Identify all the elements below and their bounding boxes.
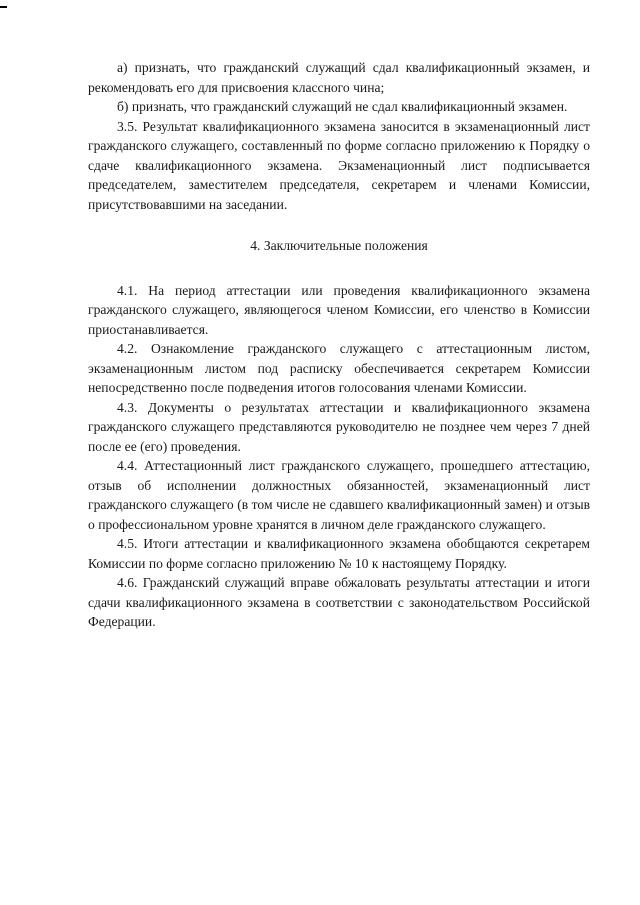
paragraph-3-5: 3.5. Результат квалификационного экзамена заносится в экзаменационный лист гражданского служащего, составленный по форме согласно приложению к Порядку о сдаче квалификационного экзамена. Экзаменационный лист подписывается председателем, заместителем председателя, секретарем и членами Комиссии, присутствовавшими на заседании. <box>88 118 590 212</box>
paragraph-4-4: 4.4. Аттестационный лист гражданского служащего, прошедшего аттестацию, отзыв об исполнении должностных обязанностей, экзаменационный лист гражданского служащего (в том числе не сдавшего квалификационный замен) и отзыв о профессиональном уровне хранятся в личном деле гражданского служащего. <box>88 458 590 532</box>
paragraph-4-6: 4.6. Гражданский служащий вправе обжаловать результаты аттестации и итоги сдачи квалификационного экзамена в соответствии с законодательством Российской Федерации. <box>88 575 590 629</box>
paragraph-4-3: 4.3. Документы о результатах аттестации и квалификационного экзамена гражданского служащего представляются руководителю не позднее чем через 7 дней после ее (его) проведения. <box>88 399 590 454</box>
paragraph-4-5: 4.5. Итоги аттестации и квалификационного экзамена обобщаются секретарем Комиссии по форме согласно приложению № 10 к настоящему Порядку. <box>88 536 590 571</box>
scan-corner-mark <box>0 6 7 8</box>
paragraph-3-4-a: а) признать, что гражданский служащий сдал квалификационный экзамен, и рекомендовать его для присвоения классного чина; <box>88 60 590 95</box>
paragraph-3-4-b: б) признать, что гражданский служащий не сдал квалификационный экзамен. <box>117 99 568 114</box>
paragraph-4-2: 4.2. Ознакомление гражданского служащего с аттестационным листом, экзаменационным листом под расписку обеспечивается секретарем Комиссии непосредственно после подведения итогов голосования членами Комиссии. <box>88 341 590 395</box>
section-heading-final-provisions: 4. Заключительные положения <box>250 238 428 253</box>
document-page <box>88 58 590 632</box>
paragraph-4-1: 4.1. На период аттестации или проведения квалификационного экзамена гражданского служащего, являющегося членом Комиссии, его членство в Комиссии приостанавливается. <box>88 282 590 337</box>
